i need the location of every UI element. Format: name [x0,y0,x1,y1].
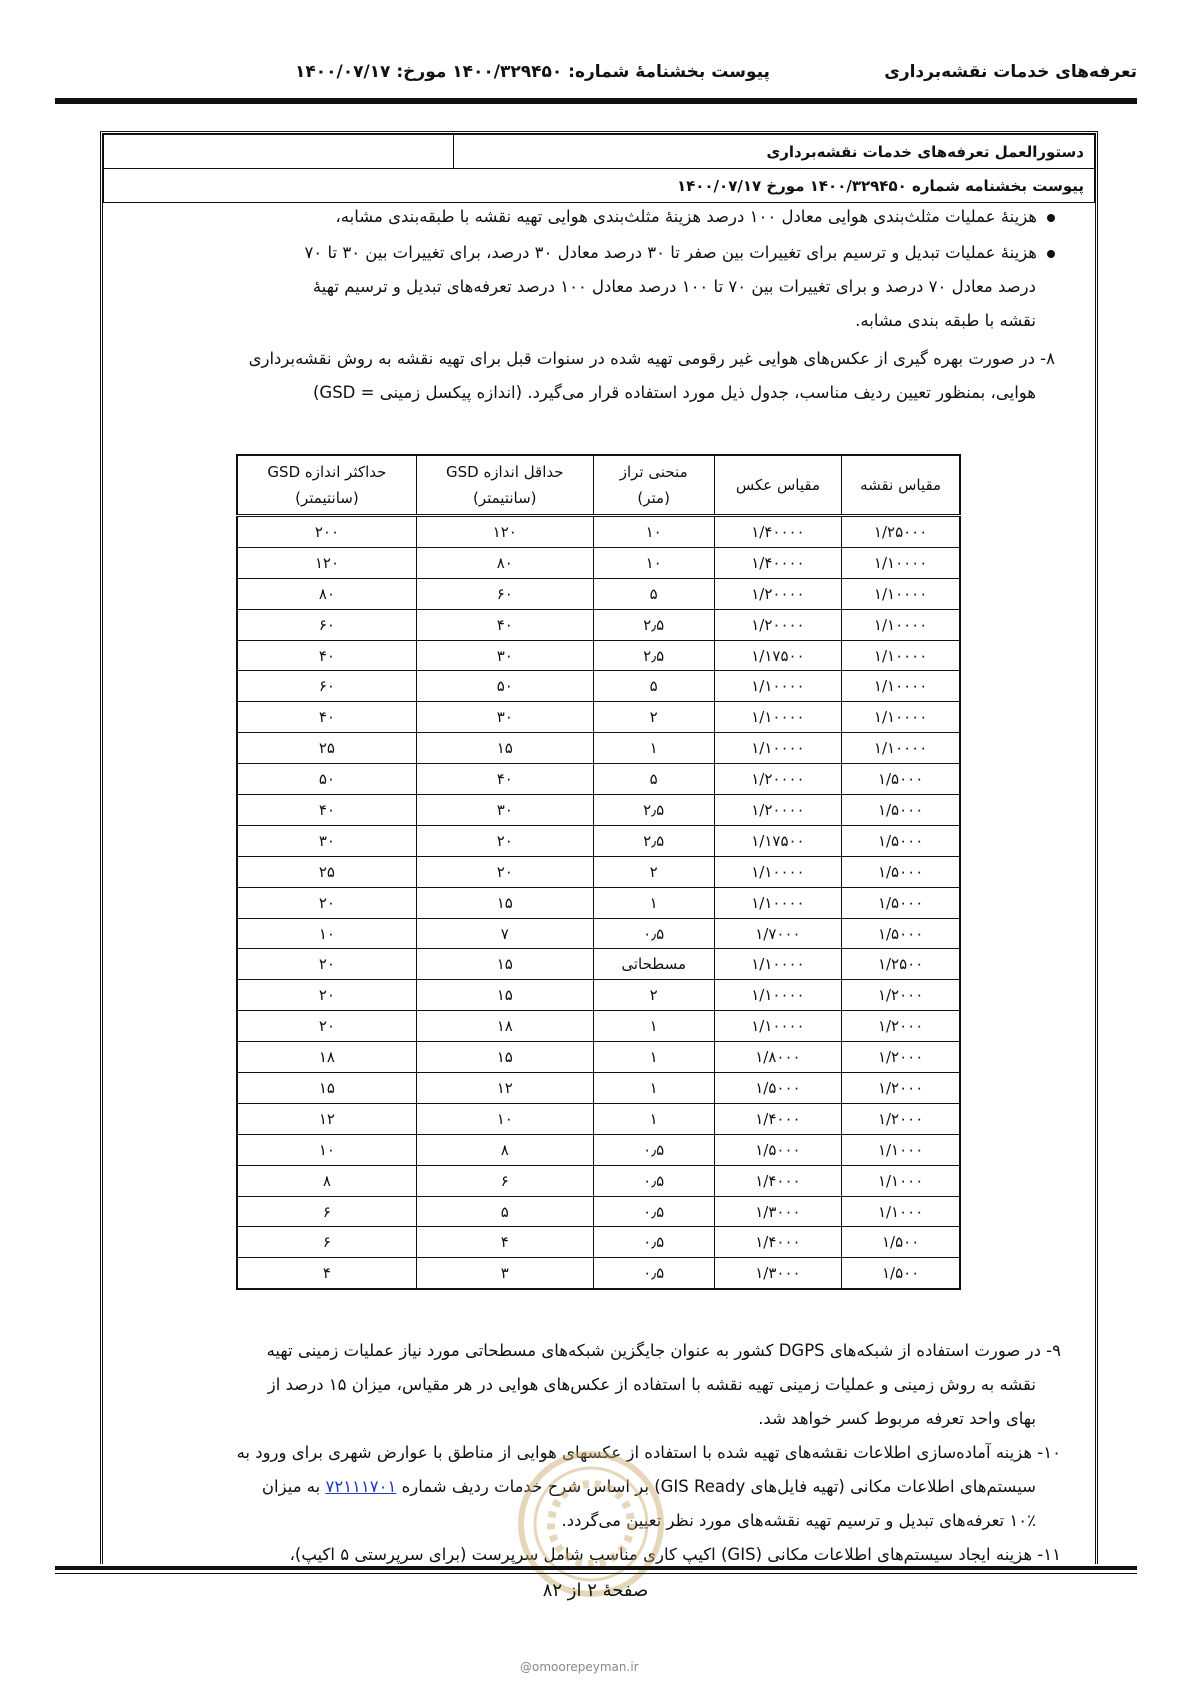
cell-photo-scale: ۱/۴۰۰۰۰ [714,516,842,548]
cell-min-gsd: ۳۰ [416,795,593,826]
cell-photo-scale: ۱/۱۰۰۰۰ [714,856,842,887]
cell-max-gsd: ۴۰ [237,640,416,671]
cell-min-gsd: ۱۵ [416,980,593,1011]
table-row [237,1258,960,1289]
cell-min-gsd: ۵۰ [416,671,593,702]
cell-map-scale: ۱/۱۰۰۰۰ [842,702,960,733]
attachment-reference: پیوست بخشنامهٔ شماره: ۱۴۰۰/۳۲۹۴۵۰ مورخ: ۱۴۰۰/۰۷/۱۷ [295,62,770,82]
cell-min-gsd: ۳۰ [416,640,593,671]
cell-photo-scale: ۱/۱۰۰۰۰ [714,980,842,1011]
table-row [237,980,960,1011]
cell-max-gsd: ۳۰ [237,825,416,856]
cell-map-scale: ۱/۱۰۰۰۰ [842,640,960,671]
cell-contour: ۲ [593,702,714,733]
cell-contour: ۱۰ [593,547,714,578]
cell-photo-scale: ۱/۷۰۰۰ [714,918,842,949]
cell-map-scale: ۱/۵۰۰ [842,1227,960,1258]
cell-contour: ۱ [593,1042,714,1073]
cell-max-gsd: ۴۰ [237,702,416,733]
cell-map-scale: ۱/۱۰۰۰۰ [842,578,960,609]
cell-photo-scale: ۱/۴۰۰۰ [714,1103,842,1134]
table-row [237,918,960,949]
title-box-line1: دستورالعمل تعرفه‌های خدمات نقشه‌برداری [454,135,1095,169]
table-row [237,547,960,578]
watermark-site: @omoorepeyman.ir [520,1660,639,1674]
cell-map-scale: ۱/۲۰۰۰ [842,980,960,1011]
cell-map-scale: ۱/۵۰۰۰ [842,918,960,949]
cell-max-gsd: ۲۰ [237,980,416,1011]
cell-photo-scale: ۱/۱۷۵۰۰ [714,825,842,856]
cell-contour: مسطحاتی [593,949,714,980]
cell-map-scale: ۱/۱۰۰۰ [842,1196,960,1227]
cell-contour: ۲ [593,980,714,1011]
cell-map-scale: ۱/۵۰۰۰ [842,887,960,918]
cell-min-gsd: ۱۲ [416,1073,593,1104]
table-row [237,640,960,671]
table-row [237,1042,960,1073]
cell-map-scale: ۱/۲۰۰۰ [842,1042,960,1073]
table-row [237,764,960,795]
cell-max-gsd: ۱۲ [237,1103,416,1134]
cell-min-gsd: ۴۰ [416,609,593,640]
seal-watermark-icon [515,1448,667,1600]
table-row [237,702,960,733]
cell-map-scale: ۱/۱۰۰۰ [842,1165,960,1196]
table-row [237,1073,960,1104]
table-row [237,1165,960,1196]
cell-photo-scale: ۱/۴۰۰۰ [714,1227,842,1258]
item-9-line3: بهای واحد تعرفه مربوط کسر خواهد شد. [758,1409,1036,1428]
cell-min-gsd: ۸ [416,1134,593,1165]
cell-min-gsd: ۴ [416,1227,593,1258]
cell-max-gsd: ۱۵ [237,1073,416,1104]
cell-min-gsd: ۱۸ [416,1011,593,1042]
cell-map-scale: ۱/۵۰۰۰ [842,856,960,887]
cell-photo-scale: ۱/۱۰۰۰۰ [714,702,842,733]
cell-min-gsd: ۷ [416,918,593,949]
cell-map-scale: ۱/۱۰۰۰۰ [842,671,960,702]
cell-map-scale: ۱/۲۰۰۰ [842,1011,960,1042]
cell-photo-scale: ۱/۲۰۰۰۰ [714,609,842,640]
col-header-map-scale: مقیاس نقشه [842,455,960,516]
cell-max-gsd: ۲۰ [237,1011,416,1042]
cell-contour: ۱ [593,1073,714,1104]
cell-contour: ۰٫۵ [593,1227,714,1258]
cell-map-scale: ۱/۱۰۰۰۰ [842,547,960,578]
item-11-line1: ۱۱- هزینه ایجاد سیستم‌های اطلاعات مکانی (GIS) اکیپ کاری مناسب شامل سرپرست (برای سرپرستی ۵ اکیپ)، [289,1545,1061,1564]
cell-min-gsd: ۶۰ [416,578,593,609]
cell-min-gsd: ۵ [416,1196,593,1227]
cell-map-scale: ۱/۵۰۰ [842,1258,960,1289]
cell-photo-scale: ۱/۱۷۵۰۰ [714,640,842,671]
table-row [237,795,960,826]
table-row [237,825,960,856]
cell-contour: ۱ [593,1011,714,1042]
cell-map-scale: ۱/۱۰۰۰ [842,1134,960,1165]
cell-max-gsd: ۲۵ [237,856,416,887]
cell-max-gsd: ۶۰ [237,609,416,640]
col-header-photo-scale: مقیاس عکس [714,455,842,516]
cell-map-scale: ۱/۵۰۰۰ [842,764,960,795]
cell-min-gsd: ۳۰ [416,702,593,733]
gsd-table-header-row [237,455,960,516]
cell-min-gsd: ۲۰ [416,825,593,856]
cell-contour: ۱ [593,733,714,764]
col-header-contour: منحنی تراز (متر) [593,455,714,516]
cell-photo-scale: ۱/۲۰۰۰۰ [714,795,842,826]
cell-min-gsd: ۱۵ [416,887,593,918]
item-9-line1: ۹- در صورت استفاده از شبکه‌های DGPS کشور به عنوان جایگزین شبکه‌های مسطحاتی مورد نیاز عملیات زمینی تهیه [266,1341,1061,1360]
cell-contour: ۰٫۵ [593,1258,714,1289]
table-row [237,856,960,887]
table-row [237,1134,960,1165]
table-row [237,1227,960,1258]
title-box-line2: پیوست بخشنامه شماره ۱۴۰۰/۳۲۹۴۵۰ مورخ ۱۴۰۰/۰۷/۱۷ [104,169,1095,203]
cell-contour: ۵ [593,578,714,609]
cell-map-scale: ۱/۵۰۰۰ [842,825,960,856]
item-10-line1: ۱۰- هزینه آماده‌سازی اطلاعات نقشه‌های تهیه شده با استفاده از عکسهای هوایی از مناطق با عوارض شهری برای ورود به [236,1443,1061,1462]
cell-max-gsd: ۶ [237,1227,416,1258]
title-box-empty-cell [104,135,454,169]
title-box [103,134,1095,203]
item-8-line2: هوایی، بمنظور تعیین ردیف مناسب، جدول ذیل مورد استفاده قرار می‌گیرد. (اندازه پیکسل زمینی = GSD) [312,383,1036,402]
gsd-table [236,454,961,1290]
cell-photo-scale: ۱/۵۰۰۰ [714,1073,842,1104]
cell-contour: ۲٫۵ [593,640,714,671]
table-row [237,1196,960,1227]
cell-max-gsd: ۴۰ [237,795,416,826]
cell-contour: ۲٫۵ [593,609,714,640]
bullet-dot-icon [1047,214,1055,222]
cell-photo-scale: ۱/۱۰۰۰۰ [714,1011,842,1042]
page-header [55,56,1137,94]
table-row [237,671,960,702]
cell-map-scale: ۱/۵۰۰۰ [842,795,960,826]
cell-map-scale: ۱/۲۰۰۰ [842,1073,960,1104]
table-row [237,887,960,918]
cell-photo-scale: ۱/۲۰۰۰۰ [714,764,842,795]
cell-max-gsd: ۶ [237,1196,416,1227]
bullet-1: هزینهٔ عملیات مثلث‌بندی هوایی معادل ۱۰۰ درصد هزینهٔ مثلث‌بندی هوایی تهیه نقشه با طبقه‌بندی مشابه، [335,200,1055,234]
table-row [237,578,960,609]
cell-map-scale: ۱/۱۰۰۰۰ [842,609,960,640]
cell-contour: ۱ [593,1103,714,1134]
cell-contour: ۰٫۵ [593,1165,714,1196]
cell-contour: ۱۰ [593,516,714,548]
cell-max-gsd: ۲۵ [237,733,416,764]
table-row [237,733,960,764]
item-10-line3: ۱۰٪ تعرفه‌های تبدیل و ترسیم تهیه نقشه‌های مورد نظر تعیین می‌گردد. [561,1511,1036,1530]
cell-max-gsd: ۱۰ [237,918,416,949]
cell-contour: ۲٫۵ [593,795,714,826]
table-row [237,516,960,548]
bullet-2-line3: نقشه با طبقه بندی مشابه. [855,311,1036,330]
item-10-line2: سیستم‌های اطلاعات مکانی (تهیه فایل‌های GIS Ready) بر اساس شرح خدمات ردیف شماره ۷۲۱۱۱۷۰۱ به میزان [261,1477,1036,1496]
item-9-line2: نقشه به روش زمینی و عملیات زمینی تهیه نقشه با استفاده از عکس‌های هوایی در هر مقیاس، میزان ۱۵ درصد از [267,1375,1036,1394]
cell-photo-scale: ۱/۵۰۰۰ [714,1134,842,1165]
item-8-line1: ۸- در صورت بهره گیری از عکس‌های هوایی غیر رقومی تهیه شده در سنوات قبل برای تهیه نقشه به روش نقشه‌برداری [248,349,1055,368]
cell-photo-scale: ۱/۸۰۰۰ [714,1042,842,1073]
cell-contour: ۲ [593,856,714,887]
cell-max-gsd: ۶۰ [237,671,416,702]
header-rule [55,98,1137,104]
cell-contour: ۵ [593,671,714,702]
cell-min-gsd: ۱۲۰ [416,516,593,548]
table-row [237,1011,960,1042]
cell-photo-scale: ۱/۱۰۰۰۰ [714,887,842,918]
cell-photo-scale: ۱/۲۰۰۰۰ [714,578,842,609]
cell-photo-scale: ۱/۱۰۰۰۰ [714,671,842,702]
cell-map-scale: ۱/۲۰۰۰ [842,1103,960,1134]
document-title: تعرفه‌های خدمات نقشه‌برداری [884,62,1137,82]
cell-max-gsd: ۸ [237,1165,416,1196]
footer-rule [55,1566,1137,1570]
cell-photo-scale: ۱/۱۰۰۰۰ [714,949,842,980]
cell-min-gsd: ۸۰ [416,547,593,578]
footer-rule-thin [55,1573,1137,1574]
cell-min-gsd: ۱۵ [416,1042,593,1073]
cell-contour: ۰٫۵ [593,1134,714,1165]
cell-photo-scale: ۱/۱۰۰۰۰ [714,733,842,764]
cell-max-gsd: ۵۰ [237,764,416,795]
cell-min-gsd: ۴۰ [416,764,593,795]
cell-max-gsd: ۱۲۰ [237,547,416,578]
bullet-2-line2: درصد معادل ۷۰ درصد و برای تغییرات بین ۷۰ تا ۱۰۰ درصد معادل ۱۰۰ درصد تعرفه‌های تبدیل و ترسیم تهیهٔ [312,277,1036,296]
cell-photo-scale: ۱/۴۰۰۰۰ [714,547,842,578]
service-row-link[interactable]: ۷۲۱۱۱۷۰۱ [325,1477,397,1496]
table-row [237,949,960,980]
cell-contour: ۲٫۵ [593,825,714,856]
cell-max-gsd: ۴ [237,1258,416,1289]
cell-max-gsd: ۲۰۰ [237,516,416,548]
cell-contour: ۰٫۵ [593,918,714,949]
col-header-max-gsd: حداکثر اندازه GSD (سانتیمتر) [237,455,416,516]
bullet-dot-icon [1047,250,1055,258]
cell-min-gsd: ۱۰ [416,1103,593,1134]
page-number: صفحهٔ ۲ از ۸۲ [542,1580,649,1601]
cell-photo-scale: ۱/۳۰۰۰ [714,1196,842,1227]
bullet-2: هزینهٔ عملیات تبدیل و ترسیم برای تغییرات بین صفر تا ۳۰ درصد معادل ۳۰ درصد، برای تغییرات بین ۳۰ تا ۷۰ [304,236,1055,270]
cell-map-scale: ۱/۲۵۰۰ [842,949,960,980]
cell-photo-scale: ۱/۳۰۰۰ [714,1258,842,1289]
cell-contour: ۰٫۵ [593,1196,714,1227]
cell-min-gsd: ۶ [416,1165,593,1196]
cell-map-scale: ۱/۲۵۰۰۰ [842,516,960,548]
cell-min-gsd: ۱۵ [416,733,593,764]
cell-photo-scale: ۱/۴۰۰۰ [714,1165,842,1196]
cell-contour: ۵ [593,764,714,795]
table-row [237,1103,960,1134]
cell-contour: ۱ [593,887,714,918]
table-row [237,609,960,640]
cell-map-scale: ۱/۱۰۰۰۰ [842,733,960,764]
col-header-min-gsd: حداقل اندازه GSD (سانتیمتر) [416,455,593,516]
cell-max-gsd: ۸۰ [237,578,416,609]
cell-min-gsd: ۲۰ [416,856,593,887]
cell-max-gsd: ۱۸ [237,1042,416,1073]
cell-min-gsd: ۱۵ [416,949,593,980]
cell-max-gsd: ۱۰ [237,1134,416,1165]
cell-max-gsd: ۲۰ [237,949,416,980]
cell-min-gsd: ۳ [416,1258,593,1289]
cell-max-gsd: ۲۰ [237,887,416,918]
